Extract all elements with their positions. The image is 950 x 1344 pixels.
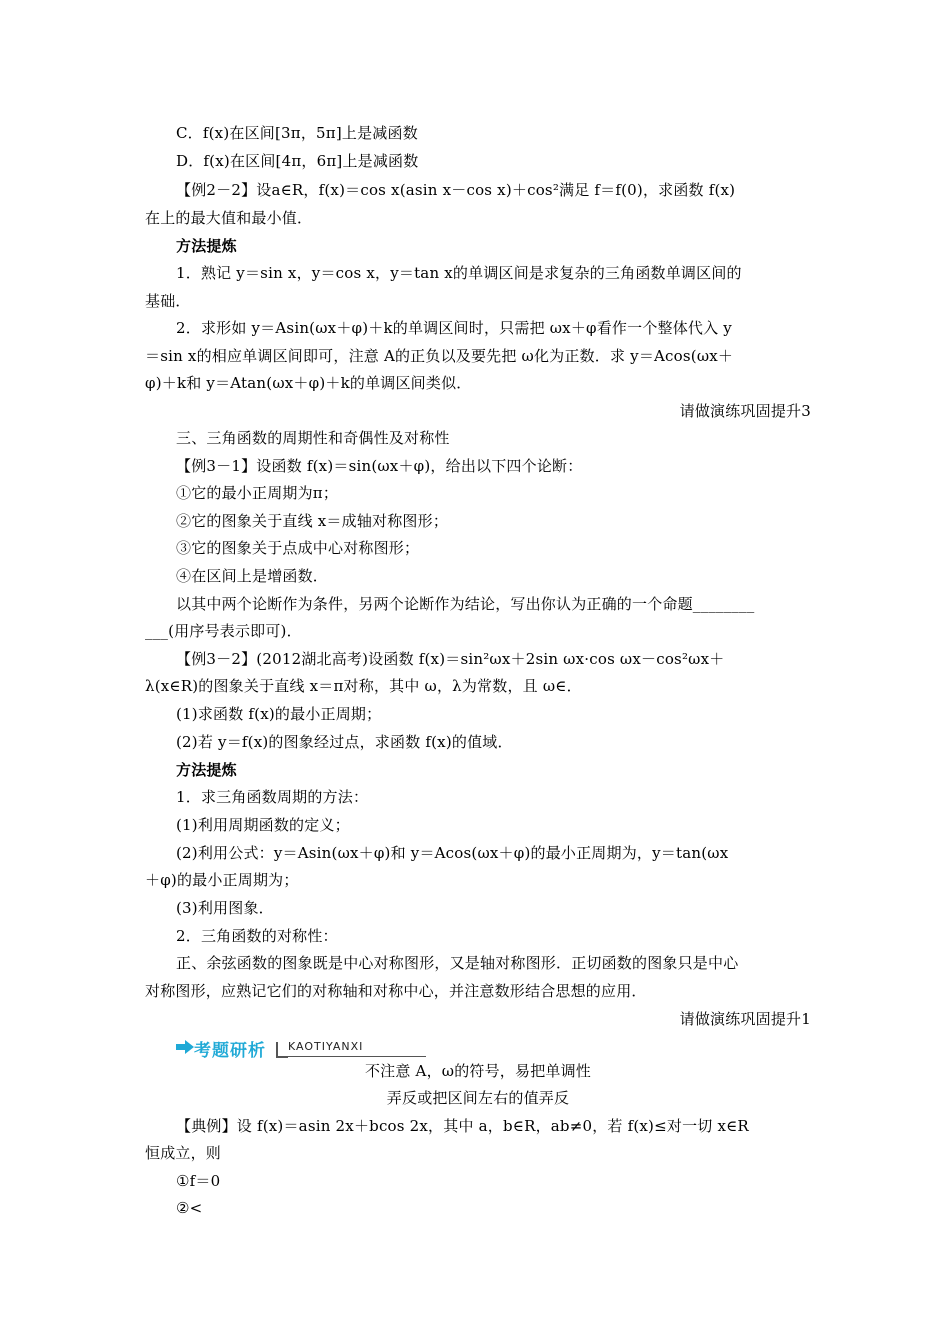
banner-title: 考题研析: [194, 1041, 266, 1061]
example-3-1-line1: 【例3－1】设函数 f(x)＝sin(ωx＋φ)，给出以下四个论断：: [176, 457, 583, 475]
method-1-point2-line3: φ)＋k和 y＝Atan(ωx＋φ)＋k的单调区间类似．: [145, 374, 472, 392]
typical-example-item2: ②<: [176, 1199, 203, 1217]
method-2-point1-a: (1)利用周期函数的定义；: [176, 816, 350, 834]
method-1-point1-line1: 1．熟记 y＝sin x，y＝cos x，y＝tan x的单调区间是求复杂的三角函数单调区间的: [176, 264, 742, 282]
typical-example-line2: 恒成立，则: [145, 1144, 222, 1162]
option-c: C．f(x)在区间[3π，5π]上是减函数: [176, 124, 418, 142]
method-2-point2-body-line2: 对称图形，应熟记它们的对称轴和对称中心，并注意数形结合思想的应用．: [145, 982, 647, 1000]
banner-rule: [286, 1056, 426, 1057]
example-3-2-line2: λ(x∈R)的图象关于直线 x＝π对称，其中 ω，λ为常数，且 ω∈．: [145, 677, 582, 695]
option-d: D．f(x)在区间[4π，6π]上是减函数: [176, 152, 419, 170]
section-banner: [176, 1034, 431, 1062]
method-2-point1-b-line2: ＋φ)的最小正周期为；: [145, 871, 299, 889]
method-heading-2: 方法提炼: [176, 761, 237, 779]
example-2-2-line2: 在上的最大值和最小值．: [145, 209, 313, 227]
pitfall-line1: 不注意 A，ω的符号，易把单调性: [364, 1062, 592, 1080]
method-1-point1-line2: 基础．: [145, 292, 191, 310]
example-2-2-line1: 【例2－2】设a∈R，f(x)＝cos x(asin x－cos x)＋cos²满足 f＝f(0)，求函数 f(x): [176, 181, 736, 199]
example-3-1-item2: ②它的图象关于直线 x＝成轴对称图形；: [176, 512, 449, 530]
method-1-point2-line1: 2．求形如 y＝Asin(ωx＋φ)＋k的单调区间时，只需把 ωx＋φ看作一个整体代入 y: [176, 319, 732, 337]
method-2-point2-body-line1: 正、余弦函数的图象既是中心对称图形，又是轴对称图形．正切函数的图象只是中心: [176, 954, 739, 972]
banner-subtitle: KAOTIYANXI: [288, 1040, 364, 1053]
example-3-1-item1: ①它的最小正周期为π；: [176, 484, 339, 502]
method-heading-1: 方法提炼: [176, 237, 237, 255]
example-3-2-part2: (2)若 y＝f(x)的图象经过点，求函数 f(x)的值域．: [176, 733, 513, 751]
method-2-point2: 2．三角函数的对称性：: [176, 927, 338, 945]
example-3-1-item3: ③它的图象关于点成中心对称图形；: [176, 539, 420, 557]
method-2-point1-c: (3)利用图象．: [176, 899, 274, 917]
method-2-point1: 1．求三角函数周期的方法：: [176, 788, 369, 806]
typical-example-item1: ①f＝0: [176, 1172, 221, 1190]
practice-link-3: 请做演练巩固提升3: [679, 402, 811, 420]
example-3-2-part1: (1)求函数 f(x)的最小正周期；: [176, 705, 382, 723]
example-3-1-question-line2: ___(用序号表示即可)．: [145, 622, 302, 640]
method-1-point2-line2: ＝sin x的相应单调区间即可，注意 A的正负以及要先把 ω化为正数．求 y＝Acos(ωx＋: [145, 347, 734, 365]
section-3-heading: 三、三角函数的周期性和奇偶性及对称性: [176, 429, 450, 447]
typical-example-line1: 【典例】设 f(x)＝asin 2x＋bcos 2x，其中 a，b∈R，ab≠0，若 f(x)≤对一切 x∈R: [176, 1117, 749, 1135]
practice-link-1: 请做演练巩固提升1: [679, 1010, 811, 1028]
example-3-2-line1: 【例3－2】(2012湖北高考)设函数 f(x)＝sin²ωx＋2sin ωx·cos ωx－cos²ωx＋: [176, 650, 725, 668]
method-2-point1-b-line1: (2)利用公式：y＝Asin(ωx＋φ)和 y＝Acos(ωx＋φ)的最小正周期为，y＝tan(ωx: [176, 844, 729, 862]
example-3-1-question-line1: 以其中两个论断作为条件，另两个论断作为结论，写出你认为正确的一个命题________: [176, 595, 755, 613]
pitfall-line2: 弄反或把区间左右的值弄反: [386, 1089, 570, 1107]
example-3-1-item4: ④在区间上是增函数．: [176, 567, 329, 585]
arrow-icon: [176, 1040, 194, 1054]
